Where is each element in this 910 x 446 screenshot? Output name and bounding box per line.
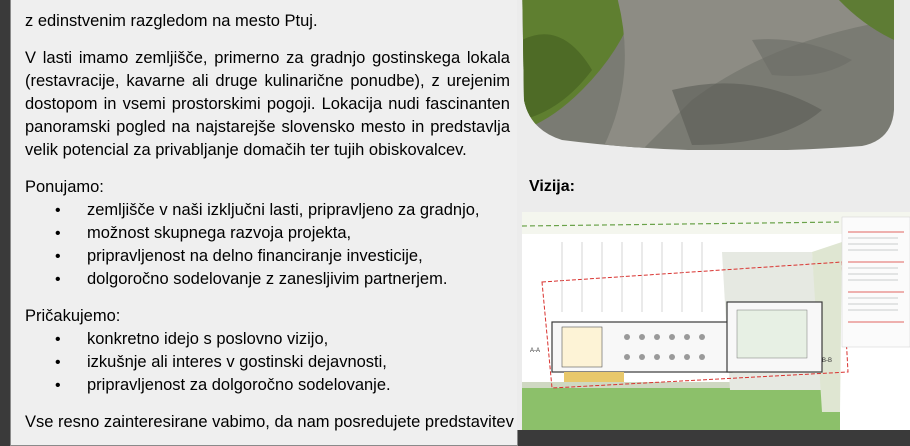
expect-item: • konkretno idejo s poslovno vizijo, <box>25 328 517 351</box>
description-paragraph: V lasti imamo zemljišče, primerno za gradnjo gostinskega lokala (restavracije, kavarne ali druge kulinarične ponudbe), z urejenim dostopom in vsemi prostorskimi pogoji. Lokacija nudi fascinanten panoramski pogled na najstarejše slovensko mesto in predstavlja velik potencial za privabljanje domačih ter tujih obiskovalcev. <box>25 49 510 159</box>
offer-item: • dolgoročno sodelovanje z zanesljivim partnerjem. <box>25 268 517 291</box>
closing-line: Vse resno zainteresirane vabimo, da nam posredujete predstavitev <box>25 413 514 431</box>
text-panel <box>10 0 518 446</box>
offer-item: • zemljišče v naši izključni lasti, pripravljeno za gradnjo, <box>25 199 517 222</box>
section-marker-b: B-B <box>822 358 833 364</box>
vision-label: Vizija: <box>529 178 575 195</box>
offer-item: • možnost skupnega razvoja projekta, <box>25 222 517 245</box>
intro-line-2: z edinstvenim razgledom na mesto Ptuj. <box>25 12 318 30</box>
expect-item: • izkušnje ali interes v gostinski dejavnosti, <box>25 351 517 374</box>
offer-item: • pripravljenost na delno financiranje investicije, <box>25 245 517 268</box>
offer-heading: Ponujamo: <box>25 178 104 196</box>
expect-heading: Pričakujemo: <box>25 307 121 325</box>
intro-line-1 <box>25 0 517 10</box>
offer-list <box>25 199 517 291</box>
section-marker-a: A-A <box>530 348 541 354</box>
image-panel <box>517 0 910 430</box>
expect-item: • pripravljenost za dolgoročno sodelovanje. <box>25 374 517 397</box>
site-photo <box>522 0 900 150</box>
site-plan-drawing <box>522 212 910 430</box>
expect-list <box>25 328 517 397</box>
